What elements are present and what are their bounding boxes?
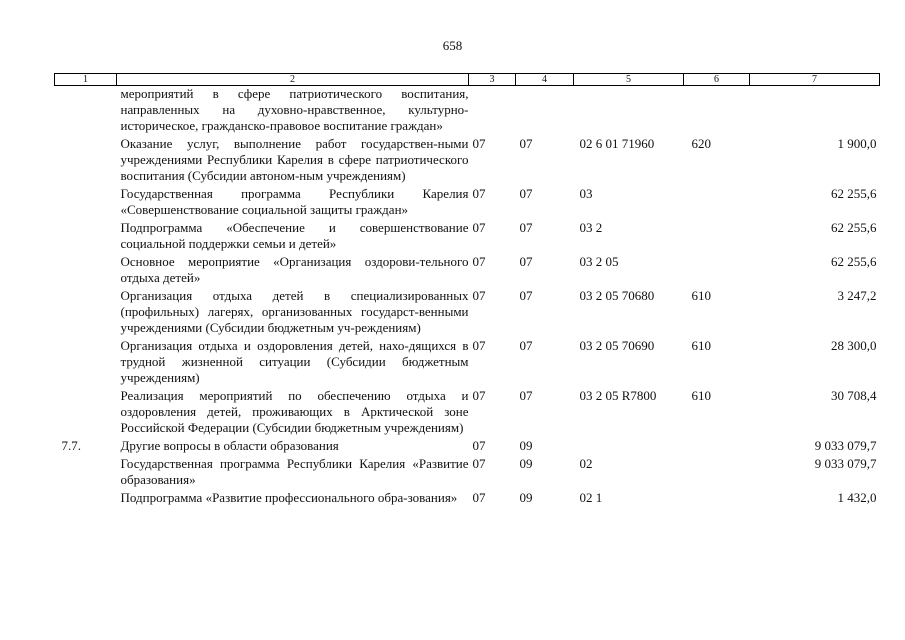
subsection-code: 07 [519, 186, 533, 201]
row-description: Государственная программа Республики Карелия «Развитие образования» [120, 456, 469, 487]
amount: 1 432,0 [837, 490, 877, 505]
section-code: 07 [472, 136, 486, 151]
row-description: Реализация мероприятий по обеспечению отдыха и оздоровления детей, проживающих в Арктической зоне Российской Федерации (Субсидии бюджетным учреждениям) [120, 388, 469, 435]
table-row [55, 86, 880, 137]
row-number [55, 288, 117, 338]
section-code: 07 [472, 220, 486, 235]
row-description: Подпрограмма «Обеспечение и совершенствование социальной поддержки семьи и детей» [120, 220, 469, 251]
row-number [55, 136, 117, 186]
table-row [55, 254, 880, 288]
table-row [55, 338, 880, 388]
subsection-code: 07 [519, 136, 533, 151]
section-code: 07 [472, 338, 486, 353]
subsection-code: 09 [519, 490, 533, 505]
table-row [55, 456, 880, 490]
expense-type-code [684, 438, 750, 456]
row-number [55, 220, 117, 254]
header-col-5: 5 [574, 74, 684, 86]
amount: 62 255,6 [831, 186, 877, 201]
subsection-code: 07 [519, 388, 533, 403]
target-article-code: 03 2 [579, 220, 603, 235]
page-number: 658 [442, 38, 463, 53]
amount: 62 255,6 [831, 220, 877, 235]
subsection-code [516, 86, 574, 137]
expense-type-code [684, 490, 750, 508]
amount: 1 900,0 [837, 136, 877, 151]
row-number [55, 86, 117, 137]
amount: 9 033 079,7 [814, 438, 877, 453]
row-number: 7.7. [61, 438, 81, 453]
row-description: Подпрограмма «Развитие профессионального обра-зования» [120, 490, 458, 505]
section-code: 07 [472, 254, 486, 269]
section-code: 07 [472, 438, 486, 453]
row-number [55, 456, 117, 490]
table-row [55, 438, 880, 456]
expense-type-code [684, 220, 750, 254]
expense-type-code: 610 [691, 288, 711, 303]
header-col-6: 6 [684, 74, 750, 86]
subsection-code: 07 [519, 338, 533, 353]
target-article-code: 03 2 05 70690 [579, 338, 655, 353]
expense-type-code: 610 [691, 388, 711, 403]
row-description: Оказание услуг, выполнение работ государствен-ными учреждениями Республики Карелия в сфере патриотического воспитания (Субсидии автоном-ным учреждениям) [120, 136, 469, 183]
target-article-code: 02 6 01 71960 [579, 136, 655, 151]
table-row [55, 220, 880, 254]
row-number [55, 388, 117, 438]
target-article-code [574, 86, 684, 137]
expense-type-code [684, 86, 750, 137]
header-col-2: 2 [117, 74, 469, 86]
amount [750, 86, 880, 137]
expense-type-code: 610 [691, 338, 711, 353]
target-article-code: 02 1 [579, 490, 603, 505]
row-description: Основное мероприятие «Организация оздорови-тельного отдыха детей» [120, 254, 469, 285]
amount: 30 708,4 [831, 388, 877, 403]
amount: 9 033 079,7 [814, 456, 877, 471]
table-body [55, 86, 880, 509]
subsection-code: 07 [519, 288, 533, 303]
target-article-code: 02 [579, 456, 593, 471]
amount: 28 300,0 [831, 338, 877, 353]
row-number [55, 254, 117, 288]
section-code: 07 [472, 490, 486, 505]
target-article-code [574, 438, 684, 456]
target-article-code: 03 2 05 [579, 254, 619, 269]
section-code: 07 [472, 388, 486, 403]
row-number [55, 490, 117, 508]
header-col-1: 1 [55, 74, 117, 86]
expense-type-code [684, 254, 750, 288]
header-col-3: 3 [469, 74, 516, 86]
table-row [55, 388, 880, 438]
subsection-code: 07 [519, 254, 533, 269]
table-row [55, 186, 880, 220]
row-number [55, 186, 117, 220]
table-row [55, 136, 880, 186]
section-code [469, 86, 516, 137]
table-row [55, 490, 880, 508]
target-article-code: 03 2 05 R7800 [579, 388, 657, 403]
budget-table [54, 73, 880, 508]
table-row [55, 288, 880, 338]
section-code: 07 [472, 186, 486, 201]
row-description: Организация отдыха детей в специализированных (профильных) лагерях, организованных государст-венными учреждениями (Субсидии бюджетным уч-реждениям) [120, 288, 469, 335]
subsection-code: 09 [519, 456, 533, 471]
amount: 3 247,2 [837, 288, 877, 303]
target-article-code: 03 2 05 70680 [579, 288, 655, 303]
expense-type-code: 620 [691, 136, 711, 151]
section-code: 07 [472, 456, 486, 471]
header-col-4: 4 [516, 74, 574, 86]
header-col-7: 7 [750, 74, 880, 86]
table-header-row [55, 74, 880, 86]
expense-type-code [684, 186, 750, 220]
target-article-code: 03 [579, 186, 593, 201]
row-description: мероприятий в сфере патриотического воспитания, направленных на духовно-нравственное, культурно-историческое, гражданско-правовое воспитание граждан» [120, 86, 469, 133]
row-number [55, 338, 117, 388]
row-description: Организация отдыха и оздоровления детей, нахо-дящихся в трудной жизненной ситуации (Субсидии бюджетным учреждениям) [120, 338, 469, 385]
row-description: Другие вопросы в области образования [120, 438, 339, 453]
section-code: 07 [472, 288, 486, 303]
expense-type-code [684, 456, 750, 490]
amount: 62 255,6 [831, 254, 877, 269]
row-description: Государственная программа Республики Карелия «Совершенствование социальной защиты граждан» [120, 186, 469, 217]
subsection-code: 07 [519, 220, 533, 235]
subsection-code: 09 [519, 438, 533, 453]
